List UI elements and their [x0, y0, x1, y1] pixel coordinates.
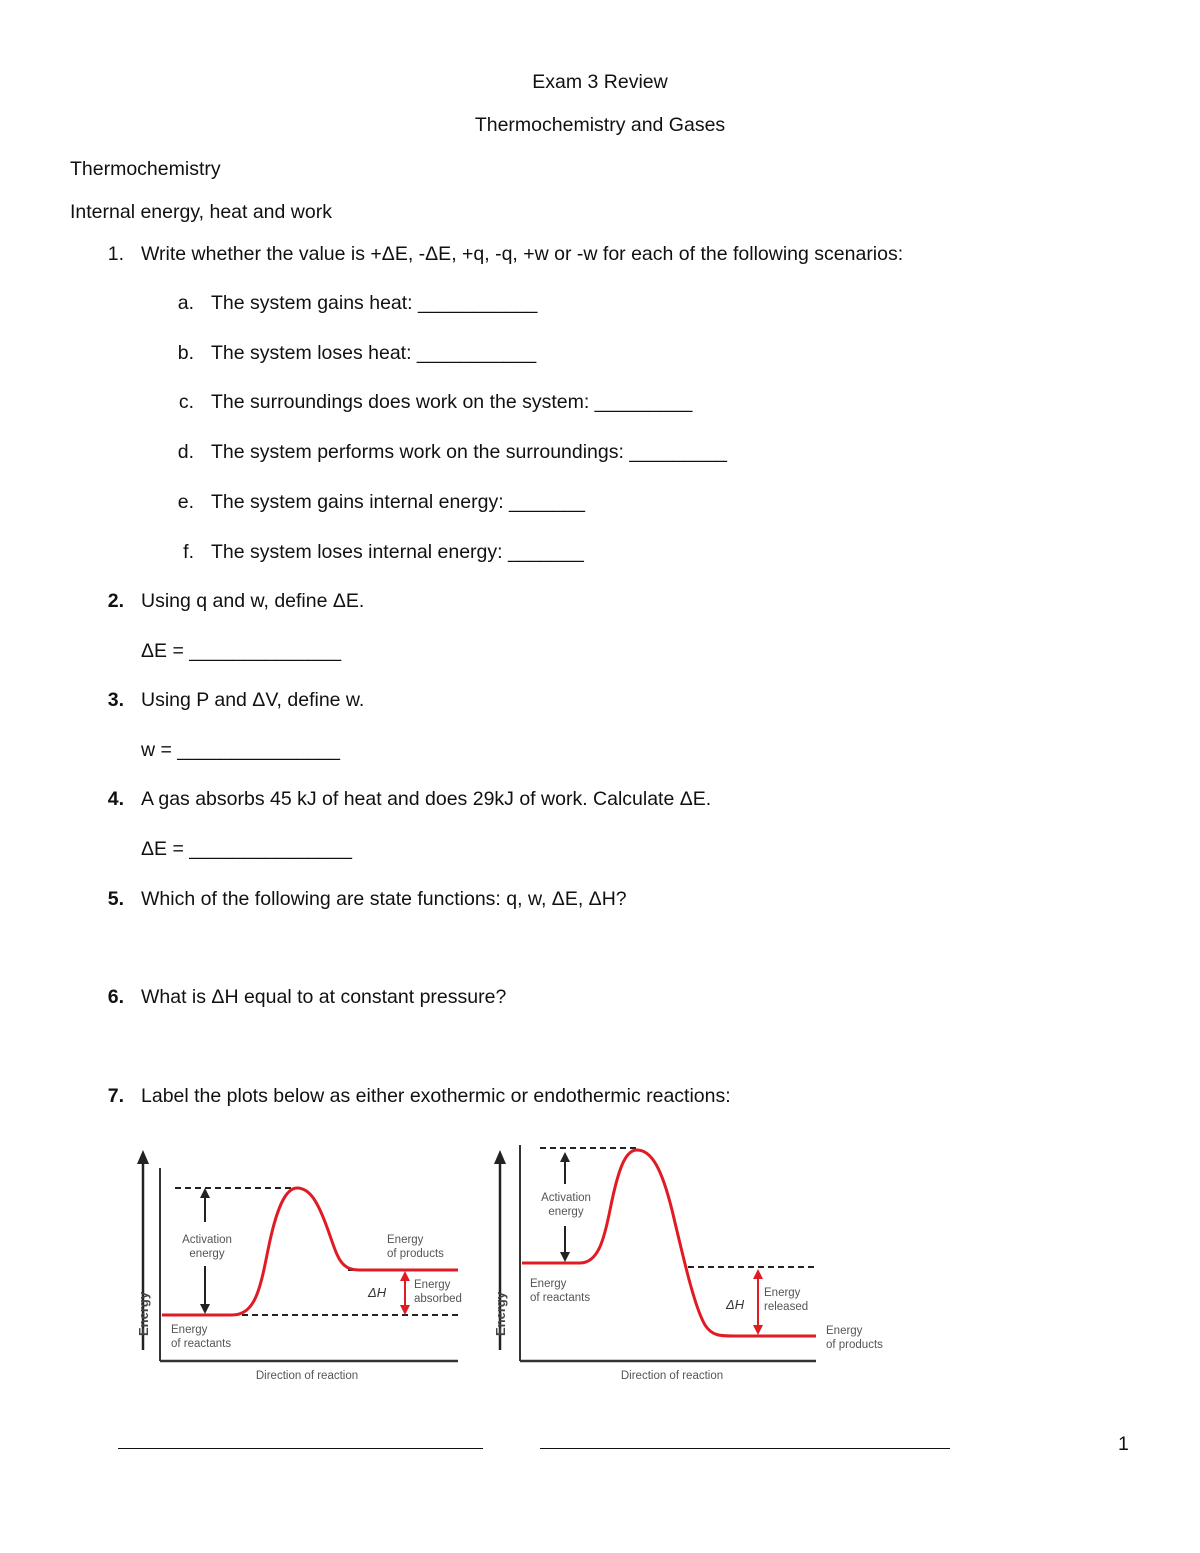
page-title: Exam 3 Review: [532, 71, 668, 93]
q2-text: Using q and w, define ΔE.: [141, 590, 365, 612]
q4-answer-line: ΔE = _______________: [141, 838, 352, 860]
reactants-label-line1: Energy: [171, 1324, 208, 1336]
q5-number: 5.: [107, 888, 124, 910]
q1-item-letter-f: f.: [183, 541, 194, 563]
q5-text: Which of the following are state functions: q, w, ΔE, ΔH?: [141, 888, 627, 910]
q1-item-d: The system performs work on the surroundings: _________: [211, 441, 727, 463]
reactants-label-line2: of reactants: [171, 1338, 232, 1350]
q4-number: 4.: [107, 788, 124, 810]
energy-diagram-endothermic: [120, 1140, 480, 1390]
q7-number: 7.: [107, 1085, 124, 1107]
q6-number: 6.: [107, 986, 124, 1008]
energy-diagram-exothermic: [480, 1140, 900, 1390]
page-subtitle: Thermochemistry and Gases: [474, 114, 726, 136]
q1-item-c: The surroundings does work on the system: _________: [211, 391, 693, 413]
q3-answer-line: w = _______________: [141, 739, 340, 761]
activation-label-line2: energy: [548, 1206, 584, 1218]
y-axis-label: Energy: [493, 1291, 508, 1336]
products-label-line2: of products: [387, 1248, 444, 1260]
q1-item-letter-d: d.: [177, 441, 194, 463]
delta-h-label: ΔH: [368, 1285, 387, 1300]
q3-number: 3.: [107, 689, 124, 711]
x-axis-label: Direction of reaction: [620, 1370, 724, 1382]
q2-answer-line: ΔE = ______________: [141, 640, 342, 662]
activation-label-line2: energy: [189, 1248, 225, 1260]
section-heading: Thermochemistry: [70, 158, 221, 180]
delta-h-label: ΔH: [726, 1297, 745, 1312]
q1-item-letter-b: b.: [177, 342, 194, 364]
q1-item-a: The system gains heat: ___________: [211, 292, 538, 314]
x-axis-label: Direction of reaction: [255, 1370, 359, 1382]
q1-item-e: The system gains internal energy: _______: [211, 491, 585, 513]
activation-label-line1: Activation: [182, 1234, 232, 1246]
q7-text: Label the plots below as either exothermic or endothermic reactions:: [141, 1085, 731, 1107]
q6-text: What is ΔH equal to at constant pressure?: [141, 986, 507, 1008]
q1-item-letter-a: a.: [177, 292, 194, 314]
q1-number: 1.: [107, 243, 124, 265]
products-label-line1: Energy: [387, 1234, 424, 1246]
energy-change-line1: Energy: [414, 1279, 451, 1291]
q1-item-f: The system loses internal energy: _______: [211, 541, 584, 563]
page-number: 1: [1118, 1433, 1129, 1455]
reactants-label-line2: of reactants: [530, 1292, 591, 1304]
answer-line-left[interactable]: [118, 1448, 483, 1449]
reactants-label-line1: Energy: [530, 1278, 567, 1290]
products-label-line2: of products: [826, 1339, 883, 1351]
q1-item-letter-c: c.: [178, 391, 194, 413]
q2-number: 2.: [107, 590, 124, 612]
q3-text: Using P and ΔV, define w.: [141, 689, 365, 711]
products-label-line1: Energy: [826, 1325, 863, 1337]
energy-change-line2: absorbed: [414, 1293, 462, 1305]
q1-text: Write whether the value is +ΔE, -ΔE, +q, -q, +w or -w for each of the following scenarios:: [141, 243, 904, 265]
activation-label-line1: Activation: [541, 1192, 591, 1204]
q1-item-letter-e: e.: [177, 491, 194, 513]
answer-line-right[interactable]: [540, 1448, 950, 1449]
q1-item-b: The system loses heat: ___________: [211, 342, 537, 364]
energy-change-line1: Energy: [764, 1287, 801, 1299]
energy-change-line2: released: [764, 1301, 809, 1313]
y-axis-label: Energy: [136, 1291, 151, 1336]
q4-text: A gas absorbs 45 kJ of heat and does 29kJ of work. Calculate ΔE.: [141, 788, 712, 810]
subsection-heading: Internal energy, heat and work: [70, 201, 332, 223]
